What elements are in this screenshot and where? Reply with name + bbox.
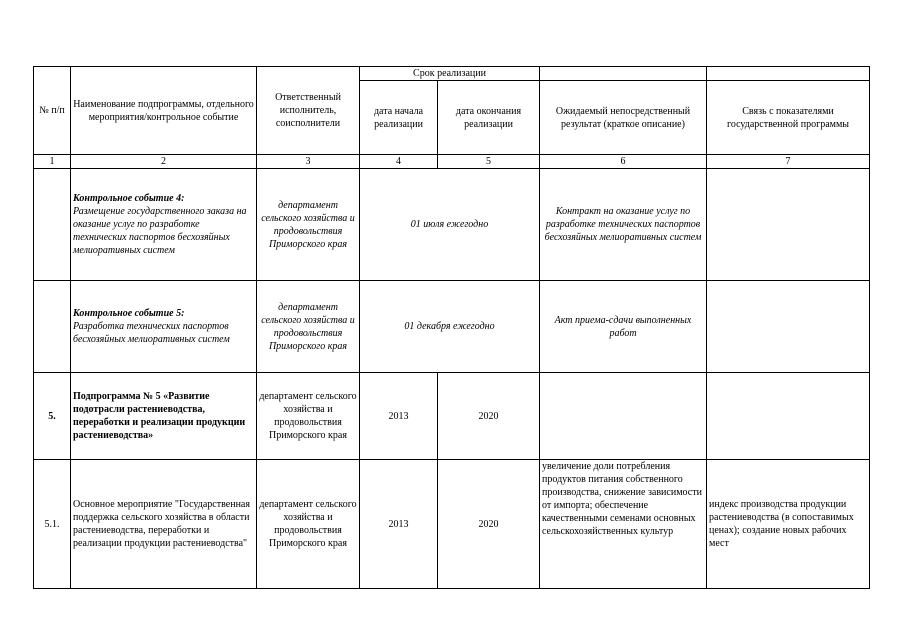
header-num: № п/п — [34, 67, 71, 155]
col-number: 7 — [707, 155, 870, 169]
row-link: индекс производства продукции растениеводства (в сопоставимых ценах); создание новых рабочих мест — [707, 460, 870, 589]
row-result — [540, 373, 707, 460]
header-start: дата начала реализации — [360, 81, 438, 155]
row-name-text: Размещение государственного заказа на оказание услуг по разработке технических паспортов бесхозяйных мелиоративных систем — [73, 206, 247, 256]
row-date: 01 июля ежегодно — [360, 169, 540, 281]
program-table — [33, 66, 870, 589]
header-name: Наименование подпрограммы, отдельного мероприятия/контрольное событие — [71, 67, 257, 155]
row-date: 01 декабря ежегодно — [360, 281, 540, 373]
col-number: 3 — [257, 155, 360, 169]
row-name — [71, 281, 257, 373]
row-end: 2020 — [438, 460, 540, 589]
header-spacer-2 — [707, 67, 870, 81]
col-number: 6 — [540, 155, 707, 169]
table-row — [34, 460, 870, 589]
row-title: Контрольное событие 4: — [73, 193, 185, 204]
row-link — [707, 373, 870, 460]
col-number: 4 — [360, 155, 438, 169]
row-name — [71, 169, 257, 281]
col-number: 2 — [71, 155, 257, 169]
header-term: Срок реализации — [360, 67, 540, 81]
table-row — [34, 281, 870, 373]
row-executor: департамент сельского хозяйства и продовольствия Приморского края — [257, 281, 360, 373]
header-executor: Ответственный исполнитель, соисполнители — [257, 67, 360, 155]
row-link — [707, 281, 870, 373]
table-row — [34, 373, 870, 460]
row-title: Контрольное событие 5: — [73, 308, 185, 319]
row-num — [34, 281, 71, 373]
row-executor: департамент сельского хозяйства и продовольствия Приморского края — [257, 373, 360, 460]
row-executor: департамент сельского хозяйства и продовольствия Приморского края — [257, 169, 360, 281]
row-result: Акт приема-сдачи выполненных работ — [540, 281, 707, 373]
row-start: 2013 — [360, 460, 438, 589]
header-spacer-1 — [540, 67, 707, 81]
header-row-1 — [34, 67, 870, 81]
table-row — [34, 169, 870, 281]
row-num — [34, 169, 71, 281]
row-num: 5. — [34, 373, 71, 460]
row-num: 5.1. — [34, 460, 71, 589]
column-numbers-row — [34, 155, 870, 169]
row-result: увеличение доли потребления продуктов питания собственного производства, снижение зависимости от импорта; обеспечение качественными семенами основных сельскохозяйственных культур — [540, 460, 707, 589]
header-result: Ожидаемый непосредственный результат (краткое описание) — [540, 81, 707, 155]
col-number: 1 — [34, 155, 71, 169]
row-link — [707, 169, 870, 281]
row-end: 2020 — [438, 373, 540, 460]
row-start: 2013 — [360, 373, 438, 460]
row-result: Контракт на оказание услуг по разработке технических паспортов бесхозяйных мелиоративных систем — [540, 169, 707, 281]
row-name-text: Разработка технических паспортов бесхозяйных мелиоративных систем — [73, 321, 230, 345]
header-link: Связь с показателями государственной программы — [707, 81, 870, 155]
row-name: Основное мероприятие "Государственная поддержка сельского хозяйства в области растениеводства, переработки и реализации продукции растениеводства" — [71, 460, 257, 589]
row-name: Подпрограмма № 5 «Развитие подотрасли растениеводства, переработки и реализации продукции растениеводства» — [71, 373, 257, 460]
header-end: дата окончания реализации — [438, 81, 540, 155]
row-executor: департамент сельского хозяйства и продовольствия Приморского края — [257, 460, 360, 589]
col-number: 5 — [438, 155, 540, 169]
